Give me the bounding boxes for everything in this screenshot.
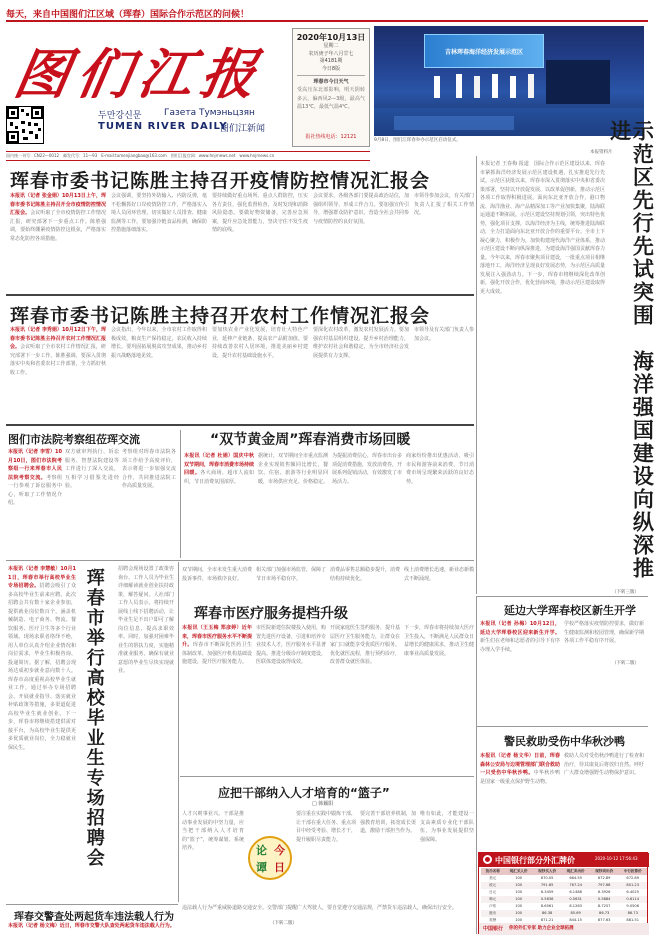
article-2-col2: 会议指出，今年以来，全市农村工作取得积极成效，粮食生产保持稳定，农民收入持续增长。要巩固拓展脱贫攻坚成果，推动乡村振兴战略落地见效。 (111, 327, 207, 359)
currency-cell: 6.4025 (626, 890, 639, 894)
article-6-col4: 下一步，珲春市将持续加大医疗卫生投入，不断满足人民群众日益增长的健康需求，推动卫生健康事业高质量发展。 (404, 625, 475, 657)
article-4-col3: 为提振消费信心，珲春市出台多项促消费措施，发放消费券，开展系列促销活动，有效激发了市场活力。 (332, 453, 403, 485)
stage-screen: 吉林珲春海洋经济发展示范区 (424, 34, 544, 68)
currency-cell: 85.69 (570, 911, 581, 915)
vertical-headline-5: 珲春市举行高校毕业生专场招聘会 (83, 568, 105, 868)
currency-cell: 871.21 (540, 918, 554, 922)
continued-note-3: （下转二版） (612, 661, 639, 666)
masthead-korean: 두만강신문 (98, 111, 142, 121)
masthead-title: 图们江报 (9, 42, 270, 106)
masthead-english: TUMEN RIVER DAILY (98, 121, 228, 132)
currency-header-cell: 现汇卖出价 (561, 868, 590, 875)
article-3-col1: 本报讯（记者 李雪）10月10日，图们市法院考察组一行来珲春市人民法院考察交流。考察组一行参观了诉讼服务中心，听取了工作情况介绍。 (8, 449, 62, 506)
currency-header-cell: 现钞卖出价 (590, 868, 619, 875)
headline-4: “双节黄金周”珲春消费市场回暖 (210, 432, 411, 448)
qr-code-icon (6, 106, 44, 144)
article-1-col2: 会议强调，要坚持外防输入、内防反弹，毫不松懈抓好口岸疫情防控工作，严格落实入境人员闭环管理，切实做好人员排查、健康监测等工作。要加强冷链食品检测，确保防控措施落细落实。 (111, 193, 207, 233)
article-4-tail-1: 双节期间，全市未发生重大消费投诉事件，市场秩序良好。 (182, 567, 253, 582)
bank-logo-icon (483, 855, 492, 864)
currency-cell: 86.38 (542, 911, 553, 915)
vertical-headline: 示范区先行先试突围 海洋强国建设向纵深推进 (607, 120, 654, 580)
headline-2: 珲春市委书记陈胜主持召开农村工作情况汇报会 (10, 305, 431, 327)
article-4-col2: 据统计，双节期间全市重点监测企业实现销售额同比增长，餐饮、住宿、旅游等行业明显回暖，市场供应充足、价格稳定。 (258, 453, 329, 485)
currency-row (481, 910, 647, 917)
byline-7: □ 韩颖阳 (312, 801, 334, 807)
currency-row (481, 903, 647, 910)
top-banner: 每天，来自中国图们江区域（珲春）国际合作示范区的问候！ (6, 10, 250, 20)
currency-cell: 8.1263 (569, 904, 582, 908)
article-4-col4: 商家纷纷推出优惠活动，吸引市民和游客前来消费，节日消费市场呈现繁荣活跃的良好态势。 (406, 453, 474, 485)
currency-cell: 801.23 (626, 883, 639, 887)
continued-note-2: （下转二版） (270, 921, 297, 926)
currency-date: 2020-10-12 17:56:43 (595, 856, 638, 861)
currency-cell: 670.05 (540, 876, 554, 880)
masthead-cn2: 图们江新闻 (220, 124, 266, 134)
weather-text: 受高压东北部影响，明天阴转多云，偏西风2—3级，最高气温13℃，最低气温4℃。 (297, 87, 365, 110)
bank-slogan: 你的外汇专家 助力企业全球拓展 (509, 926, 574, 931)
currency-cell: 0.5631 (569, 897, 582, 901)
currency-cell: 100 (515, 876, 523, 880)
masthead-russian: Газета Тумэньцзян (164, 108, 255, 118)
article-9-col2: 学校严格落实疫情防控要求，做好新生健康监测和校园管理，确保新学期各项工作平稳有序开展。 (564, 621, 645, 644)
currency-cell: 0.5884 (597, 897, 611, 901)
currency-cell: 港币 (489, 911, 497, 915)
currency-row (481, 889, 647, 896)
currency-header-cell: 现钞买入价 (533, 868, 562, 875)
currency-cell: 672.89 (626, 876, 639, 880)
currency-cell: 欧元 (489, 883, 497, 887)
issue-number: 第4181期 (319, 58, 343, 64)
article-2-col1: 本报讯（记者 李秀娟）10月12日下午，珲春市委书记陈胜主持召开农村工作情况汇报会。会议听取了全市农村工作情况汇报，研究部署下一步工作。陈胜强调，要深入贯彻落实中央和省委农村工作部署，全力抓好秋收工作。 (10, 327, 106, 376)
article-1-col5: 市领导参加会议，有关部门负责人汇报了相关工作情况。 (414, 193, 475, 216)
currency-cell: 美元 (489, 876, 497, 880)
article-4-col1: 本报讯（记者 杜娟）国庆中秋双节期间，珲春市消费市场持续回暖。各大商场、超市人流如织，节日消费氛围浓厚。 (184, 453, 255, 485)
headline-7: 应把干部纳入人才培育的“篮子” (218, 786, 390, 800)
article-6-col1: 本报讯（王玉梅 郑彦婷）近年来，珲春市医疗服务水平不断提升。珲春市不断深化医药卫生体制改革，加强医疗机构基础设施建设，提升医疗服务能力。 (182, 625, 253, 665)
currency-cell: 韩元 (489, 897, 497, 901)
article-4-tail-4: 线上消费增长迅速，新业态新模式不断涌现。 (404, 567, 475, 582)
column-emblem: 论 今 日 谭 (248, 836, 292, 880)
article-5-col1: 本报讯（记者 李慧敏）10月11日，珲春市举行高校毕业生专场招聘会。招聘会吸引了众多高校毕业生前来应聘。此次招聘会共有数十家企业参加，提供就业岗位数百个，涵盖机械制造、电子商务、物流、餐饮服务、医疗卫生等多个行业领域。现场求职者络绎不绝，用人单位认真介绍企业情况和岗位需求，毕业生积极咨询、投递简历。据了解，招聘会现场达成初步就业意向数十人。珲春市高度重视高校毕业生就业工作，通过举办专场招聘会、开展就业指导、落实就业补贴政策等措施，多渠道促进高校毕业生就业创业。下一步，珲春市将继续搭建供需对接平台，为高校毕业生提供更多优质就业岗位，全力稳就业保民生。 (8, 566, 76, 751)
currency-cell: 672.89 (597, 876, 611, 880)
article-7-col1: 人才兴则事业兴。干部是推动事业发展的中坚力量，应当把干部纳入人才培育的“篮子”，统筹谋划、系统培养。 (182, 811, 244, 851)
publisher-line: 国内统一刊号：CN22—0012 邮发代号：11—93 E-mail:tumenjiangbao@163.com 图们江报官网：www.hnjrnews.net www.hnjrnews.cn (6, 153, 275, 158)
article-3-col3: 考察组对珲春市法院各项工作给予高度评价，表示将进一步加强交流合作，共同推进法院工作高质量发展。 (122, 449, 176, 489)
headline-10: 警民救助受伤中华秋沙鸭 (504, 735, 625, 748)
currency-cell: 791.85 (540, 883, 554, 887)
currency-cell: 881.51 (626, 918, 639, 922)
currency-cell: 6.3459 (540, 890, 554, 894)
currency-cell: 100 (515, 883, 523, 887)
issue-date: 2020年10月13日 (296, 33, 366, 42)
currency-header-cell: 货币名称 (481, 868, 504, 875)
currency-cell: 877.63 (597, 918, 611, 922)
currency-cell: 日元 (489, 890, 497, 894)
currency-cell: 86.73 (627, 911, 638, 915)
article-4-tail-3: 消费品零售总额稳步提升，消费结构持续优化。 (330, 567, 401, 582)
issue-info-box (292, 28, 370, 147)
article-7-col3: 要完善干部培养机制，加强教育培训，拓宽成长渠道，激励干部担当作为。 (360, 811, 416, 834)
continued-note-1: （下转三版） (612, 590, 639, 595)
currency-cell: 卢布 (489, 904, 497, 908)
article-9-col1: 本报讯（记者 孙梅）10月12日，延边大学珲春校区迎来新生开学。新生们在老师和志愿者的引导下有序办理入学手续。 (480, 621, 561, 653)
article-7-col4: 唯有如此，才能建设一支高素质专业化干部队伍，为事业发展提供坚强保障。 (420, 811, 474, 843)
article-8-body: 违法载人行为严重威胁道路交通安全。交警部门提醒广大驾驶人，要自觉遵守交通法规，严禁货车违法载人，确保出行安全。 (182, 905, 458, 911)
currency-cell: 6.3926 (597, 890, 611, 894)
currency-table (481, 868, 647, 924)
currency-cell: 100 (515, 918, 523, 922)
article-2-col3: 要加快农业产业化发展，培育壮大特色产业，延伸产业链条，提高农产品附加值。要持续改善农村人居环境，推进美丽乡村建设，提升农村基础设施水平。 (212, 327, 308, 359)
currency-cell: 英镑 (489, 918, 497, 922)
headline-3: 图们市法院考察组莅珲交流 (8, 433, 140, 446)
article-5-col2: 招聘会现场设置了政策咨询台，工作人员为毕业生详细解读就业创业扶持政策，解答疑问。人社部门工作人员表示，将持续开展线上线下招聘活动，让毕业生足不出户即可了解岗位信息，提高求职效率。同时，加强对困难毕业生的帮扶力度，实施精准就业服务，确保有就业意愿的毕业生尽快实现就业。 (118, 566, 174, 674)
headline-9: 延边大学珲春校区新生开学 (504, 604, 636, 617)
issue-lunar: 农历庚子年八月廿七 (308, 50, 354, 57)
article-2-col5: 市领导及有关部门负责人参加会议。 (414, 327, 475, 342)
weather-title: 珲春市今日天气 (313, 79, 349, 85)
article-4-tail-2: 相关部门加强市场监管，保障了节日市场平稳有序。 (256, 567, 327, 582)
article-6-col3: 开展家庭医生签约服务，提升基层医疗卫生服务能力，让群众在家门口就能享受优质医疗服务。优化就医流程，推行预约诊疗，改善群众就医体验。 (330, 625, 401, 665)
article-1-col1: 本报讯（记者 张金娟）10月13日上午，珲春市委书记陈胜主持召开全市疫情防控情况汇报会。会议听取了全市疫情防控工作情况汇报，研究部署下一步重点工作。陈胜强调，要始终绷紧疫情防控这根弦，严格落实常态化防控各项措施。 (10, 193, 106, 242)
photo-caption: 9月8日，图们江珲春举办示范区启动仪式。 (374, 138, 461, 143)
bank-name: 中国银行 (483, 926, 504, 932)
currency-cell: 797.68 (597, 883, 611, 887)
currency-cell: 8.6561 (540, 904, 554, 908)
currency-cell: 0.5836 (540, 897, 554, 901)
article-1-col3: 要持续做好重点场所、重点人群防控，压实各方责任，强化监督检查，及时发现和消除风险隐患。要做好物资储备，完善应急预案，提升应急处置能力，坚决守住不发生疫情的底线。 (212, 193, 308, 233)
article-6-col2: 市医院新建住院楼投入使用，购置先进医疗设备，引进和培养专业技术人才，医疗服务水平显著提高。推进分级诊疗制度建设，医联体建设取得成效。 (256, 625, 327, 665)
banner-rule (6, 20, 648, 22)
currency-cell: 6.1488 (569, 890, 582, 894)
article-2-col4: 要深化农村改革，激发农村发展活力。要加强农村基层组织建设，提升乡村治理能力，维护农村社会和谐稳定，为全市经济社会发展提供有力支撑。 (313, 327, 409, 359)
currency-cell: 9.0506 (626, 904, 639, 908)
article-7-col2: 要注重在实践中锻炼干部，让干部在重大任务、重点项目中经受考验、增长才干，提升履职尽责能力。 (296, 811, 357, 843)
currency-cell: 0.6114 (626, 897, 639, 901)
issue-pages: 今日8版 (321, 65, 341, 72)
headline-6: 珲春市医疗服务提档升级 (194, 606, 348, 622)
hotline: 报社热线电话：12121 (305, 134, 357, 140)
article-10-col2: 救助人员对受伤秋沙鸭进行了检查和治疗，待其康复后将放归自然。呼吁广大群众增强野生动物保护意识。 (564, 753, 645, 776)
event-photo (374, 26, 644, 136)
currency-cell: 100 (515, 890, 523, 894)
currency-cell: 664.59 (569, 876, 582, 880)
currency-row (481, 875, 647, 882)
currency-row (481, 882, 647, 889)
article-3-col2: 双方就审判执行、诉讼服务、智慧法院建设等工作进行了深入交流，互相学习借鉴先进经验。 (65, 449, 119, 489)
article-1-col4: 会议要求，各级各部门要提高政治站位，加强组织领导，形成工作合力。要加强宣传引导，增强群众防护意识，营造全社会共同参与疫情防控的良好氛围。 (313, 193, 409, 225)
lead-story-body: 本报记者 王春梅 报道 国际合作示范区建设以来，珲春市紧抓海洋经济发展示范区建设机遇，扎实推进先行先试。示范区获批以来，珲春市深入贯彻落实中央和省委决策部署，坚持以开放促发展、以改革促创新，推动示范区各项工作取得积极进展。面向东北亚开放合作，港口物流、海洋渔业、海产品精深加工等产业加快集聚，陆海联运通道不断拓展。示范区建设坚持规划引领，突出特色优势，强化项目支撑，以海洋经济为主线，统筹推进陆海联动，全力打造面向东北亚开放合作的重要平台。全市上下凝心聚力，积极作为，加快构建现代海洋产业体系，推动示范区建设不断向纵深推进，为建设海洋强国贡献珲春力量。今年以来，珲春市聚焦项目建设，一批重点项目相继落地开工，海洋经济呈现良好发展态势，为示范区高质量发展注入强劲动力。下一步，珲春市将继续深化改革创新，强化开放合作，优化营商环境，推动示范区建设取得更大成效。 (480, 161, 606, 295)
currency-title: 中国银行部分外汇牌价 (495, 856, 575, 865)
article-8-lead: 本报讯（记者 杨文梅）近日，珲春市交警大队查处两起货车违法载人行为。 (8, 923, 175, 929)
currency-row (481, 896, 647, 903)
currency-header-cell: 现汇买入价 (504, 868, 533, 875)
currency-cell: 100 (515, 897, 523, 901)
photo-credit: 本报资料片 (590, 150, 613, 155)
masthead (6, 26, 290, 151)
headline-1: 珲春市委书记陈胜主持召开疫情防控情况汇报会 (10, 170, 431, 192)
currency-header-cell: 中行折算价 (618, 868, 647, 875)
currency-board (478, 852, 648, 934)
currency-cell: 100 (515, 911, 523, 915)
currency-cell: 767.24 (569, 883, 582, 887)
headline-8: 珲春交警查处两起货车违法载人行为 (14, 912, 174, 923)
currency-cell: 100 (515, 904, 523, 908)
currency-cell: 8.7257 (597, 904, 611, 908)
article-10-col1: 本报讯（记者 杨文华）日前，珲春森林公安局与边境管理部门联合救助一只受伤中华秋沙鸭。中华秋沙鸭是国家一级重点保护野生动物。 (480, 753, 561, 785)
currency-cell: 86.73 (599, 911, 610, 915)
issue-weekday: 星期二 (323, 43, 339, 49)
currency-cell: 844.15 (569, 918, 582, 922)
